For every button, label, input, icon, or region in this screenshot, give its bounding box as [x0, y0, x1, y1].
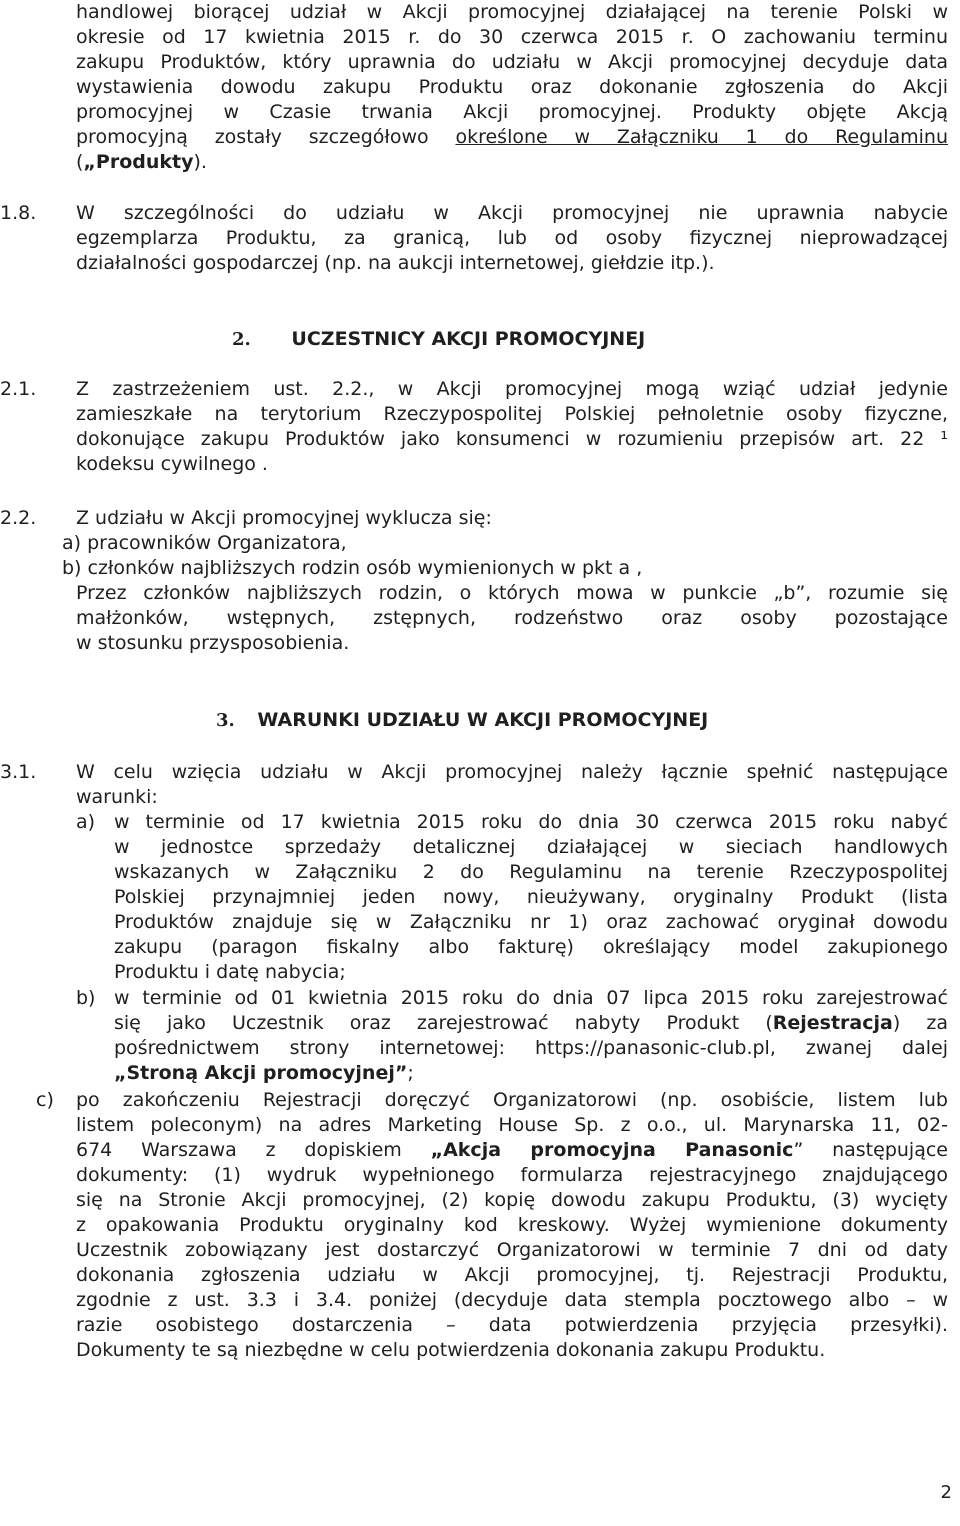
condition-a	[114, 810, 948, 985]
text-line: egzemplarza Produktu, za granicą, lub od osoby fizycznej nieprowadzącej	[76, 227, 948, 249]
list-item-b: b) członków najbliższych rodzin osób wymienionych w pkt a ,	[62, 557, 643, 579]
text-line: pośrednictwem strony internetowej: https://panasonic-club.pl, zwanej dalej	[114, 1037, 948, 1059]
text-line: Przez członków najbliższych rodzin, o których mowa w punkcie „b”, rozumie się	[76, 582, 948, 604]
section-heading-2	[232, 327, 645, 352]
text-line: zakupu (paragon fiskalny albo fakturę) określający model zakupionego	[114, 936, 948, 958]
defined-term: „Stroną Akcji promocyjnej”	[114, 1062, 408, 1084]
page-number: 2	[940, 1482, 952, 1503]
text-line: Uczestnik zobowiązany jest dostarczyć Organizatorowi w terminie 7 dni od daty	[76, 1239, 948, 1261]
text-line: okresie od 17 kwietnia 2015 r. do 30 czerwca 2015 r. O zachowaniu terminu	[76, 26, 948, 48]
attachment-reference: określone w Załączniku 1 do Regulaminu	[455, 126, 948, 148]
text-line: wskazanych w Załączniku 2 do Regulaminu na terenie Rzeczypospolitej	[114, 861, 948, 883]
text-line: kodeksu cywilnego .	[76, 453, 268, 475]
text-line: Dokumenty te są niezbędne w celu potwierdzenia dokonania zakupu Produktu.	[76, 1339, 826, 1361]
condition-c	[76, 1088, 948, 1363]
text-line: działalności gospodarczej (np. na aukcji internetowej, giełdzie itp.).	[76, 252, 715, 274]
text-line: handlowej biorącej udział w Akcji promocyjnej działającej na terenie Polski w	[76, 1, 948, 23]
text-line: zgodnie z ust. 3.3 i 3.4. poniżej (decyduje data stempla pocztowego albo – w	[76, 1289, 948, 1311]
paragraph-number: 1.8.	[0, 202, 37, 224]
section-heading-3	[216, 708, 708, 733]
text-line	[76, 125, 948, 150]
text-segment: 674 Warszawa z dopiskiem	[76, 1139, 431, 1161]
text-segment: ” następujące	[793, 1139, 948, 1161]
defined-term: Rejestracja	[772, 1012, 893, 1034]
text-line: w stosunku przysposobienia.	[76, 632, 350, 654]
defined-term: „Produkty	[83, 151, 194, 173]
text-line: po zakończeniu Rejestracji doręczyć Organizatorowi (np. osobiście, listem lub	[76, 1089, 948, 1111]
text-line	[114, 1011, 948, 1036]
text-line	[76, 150, 948, 175]
text-line: z opakowania Produktu oryginalny kod kreskowy. Wyżej wymienione dokumenty	[76, 1214, 948, 1236]
text-segment: (	[76, 151, 84, 173]
text-line: Produktów znajduje się w Załączniku nr 1) oraz zachować oryginał dowodu	[114, 911, 948, 933]
text-line: dokumenty: (1) wydruk wypełnionego formularza rejestracyjnego znajdującego	[76, 1164, 948, 1186]
list-marker: a)	[76, 811, 96, 833]
list-marker: b)	[76, 987, 96, 1009]
text-line: Z udziału w Akcji promocyjnej wyklucza się:	[76, 507, 492, 529]
text-segment: ).	[193, 151, 207, 173]
text-line: Polskiej przynajmniej jeden nowy, nieużywany, oryginalny Produkt (lista	[114, 886, 948, 908]
section-title: WARUNKI UDZIAŁU W AKCJI PROMOCYJNEJ	[257, 709, 709, 731]
text-line: warunki:	[76, 786, 158, 808]
text-line	[114, 1061, 948, 1086]
text-line: promocyjnej w Czasie trwania Akcji promocyjnej. Produkty objęte Akcją	[76, 101, 948, 123]
text-line: W szczególności do udziału w Akcji promocyjnej nie uprawnia nabycie	[76, 202, 948, 224]
condition-b	[114, 986, 948, 1086]
paragraph-3-1	[76, 760, 948, 810]
text-line: Z zastrzeżeniem ust. 2.2., w Akcji promocyjnej mogą wziąć udział jedynie	[76, 378, 948, 400]
text-line: w terminie od 01 kwietnia 2015 roku do dnia 07 lipca 2015 roku zarejestrować	[114, 987, 948, 1009]
text-segment: promocyjną zostały szczegółowo	[76, 126, 456, 148]
paragraph-number: 2.2.	[0, 507, 37, 529]
text-line: W celu wzięcia udziału w Akcji promocyjnej należy łącznie spełnić następujące	[76, 761, 948, 783]
paragraph-2-1	[76, 377, 948, 477]
list-item-a: a) pracowników Organizatora,	[62, 532, 347, 554]
text-segment: ) za	[892, 1012, 948, 1034]
text-line: zakupu Produktów, który uprawnia do udziału w Akcji promocyjnej decyduje data	[76, 51, 948, 73]
text-line: małżonków, wstępnych, zstępnych, rodzeństwo oraz osoby pozostające	[76, 607, 948, 629]
defined-term: „Akcja promocyjna Panasonic	[430, 1139, 794, 1161]
intro-paragraph	[76, 0, 948, 175]
text-line: zamieszkałe na terytorium Rzeczypospolitej Polskiej pełnoletnie osoby fizyczne,	[76, 403, 948, 425]
text-line: wystawienia dowodu zakupu Produktu oraz dokonanie zgłoszenia do Akcji	[76, 76, 948, 98]
text-segment: się jako Uczestnik oraz zarejestrować nabyty Produkt (	[114, 1012, 773, 1034]
text-line: się na Stronie Akcji promocyjnej, (2) kopię dowodu zakupu Produktu, (3) wycięty	[76, 1189, 948, 1211]
list-marker: c)	[36, 1089, 54, 1111]
text-segment: ;	[407, 1062, 414, 1084]
text-line: dokonujące zakupu Produktów jako konsumenci w rozumieniu przepisów art. 22 ¹	[76, 428, 948, 450]
text-line: w jednostce sprzedaży detalicznej działającej w sieciach handlowych	[114, 836, 948, 858]
section-number: 3.	[216, 710, 235, 731]
text-line: w terminie od 17 kwietnia 2015 roku do dnia 30 czerwca 2015 roku nabyć	[114, 811, 948, 833]
section-number: 2.	[232, 329, 251, 350]
text-line: listem poleconym) na adres Marketing House Sp. z o.o., ul. Marynarska 11, 02-	[76, 1114, 948, 1136]
paragraph-2-2	[62, 506, 948, 656]
text-line	[76, 1138, 948, 1163]
text-line: Produktu i datę nabycia;	[114, 961, 346, 983]
text-line: razie osobistego dostarczenia – data potwierdzenia przyjęcia przesyłki).	[76, 1314, 948, 1336]
paragraph-1-8	[76, 201, 948, 276]
paragraph-number: 2.1.	[0, 378, 37, 400]
text-line: dokonania zgłoszenia udziału w Akcji promocyjnej, tj. Rejestracji Produktu,	[76, 1264, 948, 1286]
section-title: UCZESTNICY AKCJI PROMOCYJNEJ	[291, 328, 646, 350]
paragraph-number: 3.1.	[0, 761, 37, 783]
